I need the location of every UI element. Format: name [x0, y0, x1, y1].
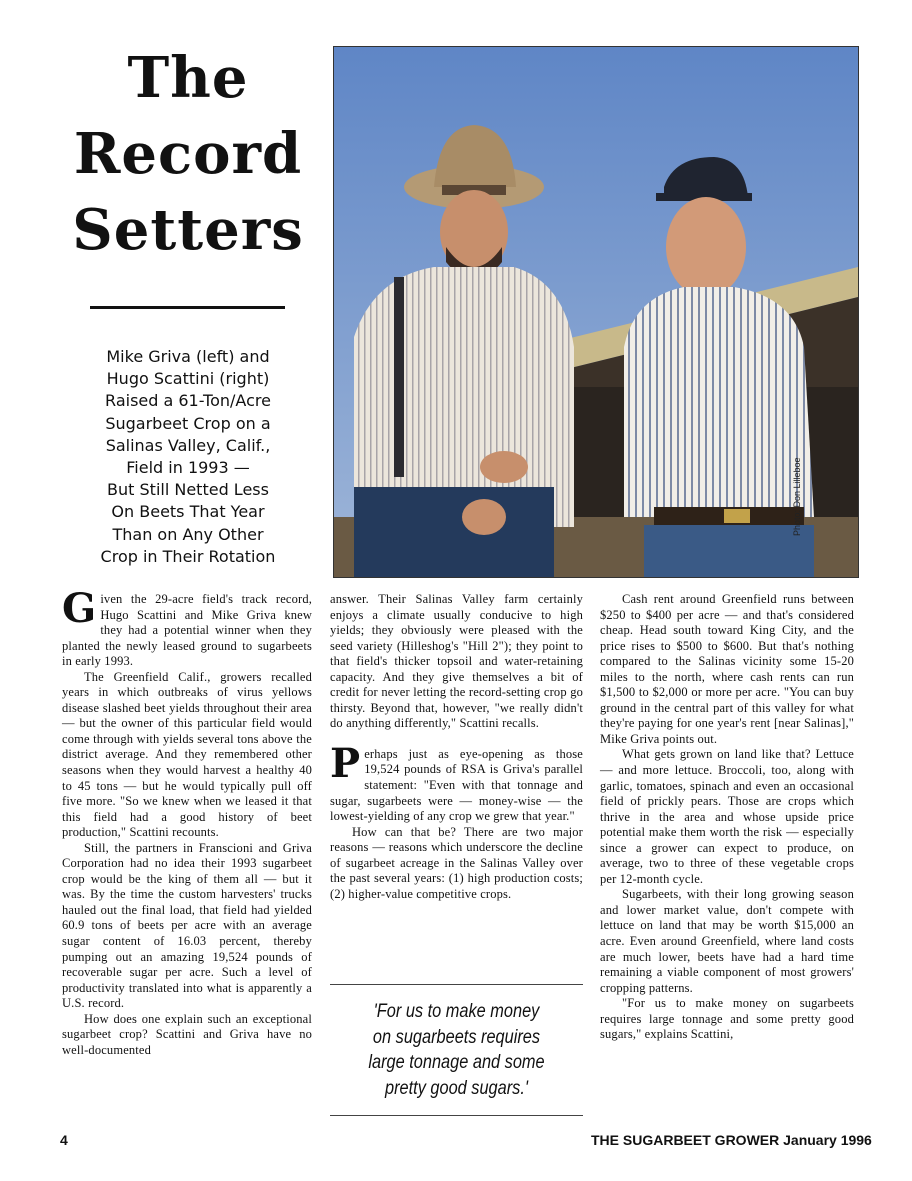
- drop-cap: G: [62, 585, 97, 632]
- subtitle-line: Sugarbeet Crop on a: [105, 413, 271, 433]
- article-column-2: [330, 592, 583, 902]
- subtitle-line: Crop in Their Rotation: [100, 546, 276, 566]
- headline-line: Setters: [72, 197, 304, 263]
- headline-line: The: [127, 45, 249, 111]
- pull-quote-line: on sugarbeets requires: [372, 1026, 541, 1048]
- pull-quote: [330, 984, 583, 1116]
- paragraph: Given the 29-acre field's track record, Hugo Scattini and Mike Griva knew they had a potential winner when they planted the newly leased ground to sugarbeets in early 1993.: [62, 585, 312, 669]
- paragraph: "For us to make money on sugarbeets requires large tonnage and some pretty good sugars," explains Scattini,: [600, 996, 854, 1042]
- title-divider: [90, 306, 285, 309]
- pull-quote-line: pretty good sugars.': [384, 1077, 529, 1099]
- paragraph: How can that be? There are two major reasons — reasons which underscore the decline of sugarbeet acreage in the Salinas Valley over the past several years: (1) high production costs; (2) higher-value competitive crops.: [330, 824, 583, 901]
- photo-illustration: [334, 47, 858, 577]
- paragraph: Still, the partners in Franscioni and Griva Corporation had no idea their 1993 sugarbeet crop would be the king of them all — but it was. By the time the custom harvesters' trucks hauled out the final load, that field had yielded 60.9 tons of beets per acre with an average sugar content of 16.03 percent, thereby pumping out an amazing 19,524 pounds of recoverable sugar per acre. Such a level of productivity translated into what is apparently a U.S. record.: [62, 840, 312, 1011]
- subtitle-line: Mike Griva (left) and: [106, 347, 270, 366]
- paragraph: The Greenfield Calif., growers recalled years in which outbreaks of virus yellows disease slashed beet yields throughout their area — but the owner of this particular field would come through with yields several tons above the district average. And they remembered other seasons when they would harvest a healthy 40 to 45 tons — but he would typically pull off five more. "So we knew when we leased it that this field had a good history of beet production," Scattini recounts.: [62, 669, 312, 840]
- photo-credit: Photo: Don Lilleboe: [792, 457, 802, 536]
- paragraph: Sugarbeets, with their long growing season and lower market value, don't compete with lettuce on land that may be worth $15,000 an acre. Even around Greenfield, where land costs are much lower, beets have had a hard time remaining a viable component of most growers' cropping patterns.: [600, 887, 854, 995]
- paragraph: answer. Their Salinas Valley farm certainly enjoys a climate usually conducive to high yields; they obviously were pleased with the seed variety (Hilleshog's "Hill 2"); they point to that field's thicker topsoil and water-retaining capacity. And they give themselves a bit of credit for never letting the record-setting crop go thirsty. Beyond that, however, "we really didn't do anything differently," Scattini recalls.: [330, 592, 583, 731]
- subtitle-line: Raised a 61-Ton/Acre: [105, 391, 271, 411]
- pull-quote-line: 'For us to make money: [373, 1001, 540, 1022]
- paragraph: How does one explain such an exceptional sugarbeet crop? Scattini and Griva have no well-documented: [62, 1011, 312, 1057]
- subtitle-line: Salinas Valley, Calif.,: [105, 435, 271, 455]
- page-number: 4: [60, 1132, 68, 1148]
- subtitle: [62, 346, 314, 568]
- article-column-3: [600, 592, 854, 1043]
- subtitle-line: Field in 1993 —: [126, 458, 250, 478]
- paragraph: Perhaps just as eye-opening as those 19,524 pounds of RSA is Griva's parallel statement: "Even with that tonnage and sugar, sugarbeets were — money-wise — the lowest-yielding of any crop we grew that year.": [330, 739, 583, 824]
- headline: [50, 40, 326, 268]
- subtitle-line: Hugo Scattini (right): [106, 369, 270, 389]
- headline-line: Record: [73, 121, 303, 187]
- subtitle-line: Than on Any Other: [112, 524, 264, 544]
- publication-footer: THE SUGARBEET GROWER January 1996: [591, 1132, 872, 1148]
- drop-cap: P: [330, 739, 361, 787]
- farmers-photo: [333, 46, 859, 578]
- subtitle-line: On Beets That Year: [111, 502, 265, 522]
- article-column-1: [62, 585, 312, 1058]
- paragraph: Cash rent around Greenfield runs between $250 to $400 per acre — and that's considered cheap. Head south toward King City, and the price rises to $500 to $600. But that's nothing compared to the Salinas vicinity some 15-20 miles to the north, where cash rents can run $1,500 to $2,000 or more per acre. "You can buy ground in the central part of this valley for what they're paying for one year's rent [near Salinas]," Mike Griva points out.: [600, 592, 854, 746]
- subtitle-line: But Still Netted Less: [107, 480, 269, 500]
- paragraph: What gets grown on land like that? Lettuce — and more lettuce. Broccoli, too, along with garlic, tomatoes, spinach and even an occasional field of prickly pears. Those are crops which thrive in the area and whose upside price potential make them worth the risk — especially since a grower can expect to produce, on average, two to three of these vegetable crops per 12-month cycle.: [600, 747, 854, 886]
- pull-quote-line: large tonnage and some: [368, 1052, 545, 1073]
